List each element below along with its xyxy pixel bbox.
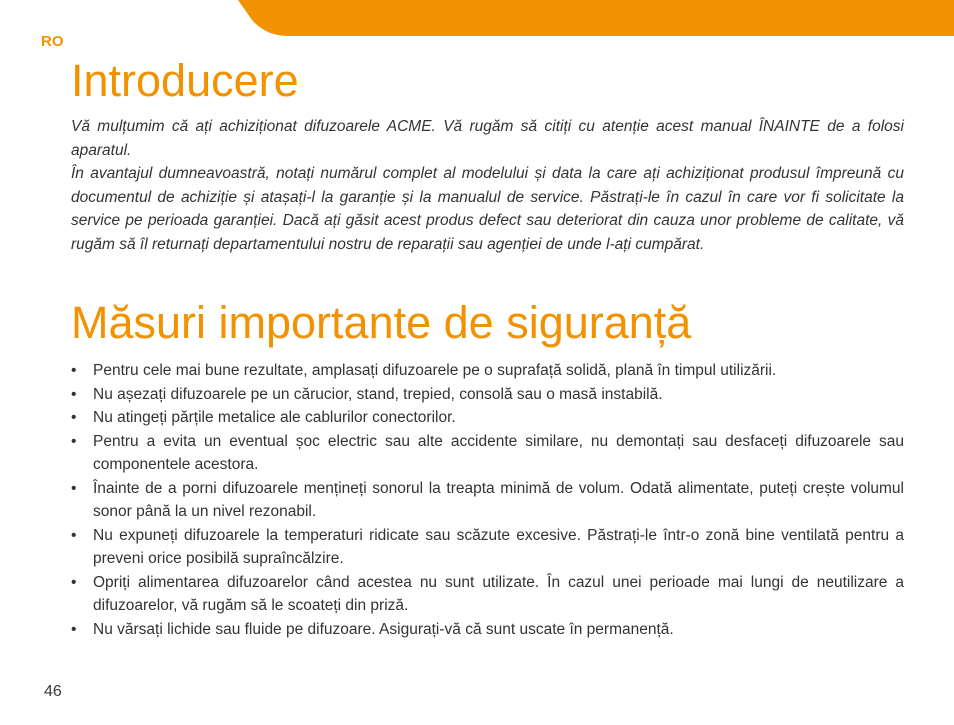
list-item-text: Pentru cele mai bune rezultate, amplasați difuzoarele pe o suprafață solidă, plană în timpul utilizării. xyxy=(93,362,777,379)
header-accent-shape xyxy=(238,0,954,36)
bullet-icon: • xyxy=(71,526,77,544)
list-item-text: Nu expuneți difuzoarele la temperaturi ridicate sau scăzute excesive. Păstrați-le într-o zonă bine ventilată pentru a preveni orice posibilă supraîncălzire. xyxy=(93,526,904,567)
introduction-paragraph: Vă mulțumim că ați achiziționat difuzoarele ACME. Vă rugăm să citiți cu atenție acest manual ÎNAINTE de a folosi aparatul. xyxy=(71,118,904,159)
bullet-icon: • xyxy=(71,479,77,497)
bullet-icon: • xyxy=(71,385,77,403)
bullet-icon: • xyxy=(71,573,77,591)
safety-list xyxy=(71,359,904,641)
bullet-icon: • xyxy=(71,362,77,379)
list-item xyxy=(71,406,904,430)
list-item xyxy=(71,571,904,618)
header-accent-band xyxy=(238,0,954,36)
language-tag: RO xyxy=(41,33,64,50)
list-item-text: Opriți alimentarea difuzoarelor când acestea nu sunt utilizate. În cazul unei perioade mai lungi de neutilizare a difuzoarelor, vă rugăm să le scoateți din priză. xyxy=(93,573,904,614)
safety-title: Măsuri importante de siguranță xyxy=(71,297,692,348)
introduction-title: Introducere xyxy=(71,55,299,106)
list-item-text: Pentru a evita un eventual șoc electric sau alte accidente similare, nu demontați sau desfaceți difuzoarele sau componentele acestora. xyxy=(93,432,904,473)
list-item-text: Nu atingeți părțile metalice ale cablurilor conectorilor. xyxy=(93,409,456,426)
list-item xyxy=(71,359,904,383)
list-item xyxy=(71,477,904,524)
page-number: 46 xyxy=(44,683,62,700)
list-item-text: Nu vărsați lichide sau fluide pe difuzoare. Asigurați-vă că sunt uscate în permanență. xyxy=(93,620,674,638)
introduction-paragraph: În avantajul dumneavoastră, notați numărul complet al modelului și data la care ați achiziționat produsul împreună cu documentul de achiziție și atașați-l la garanție și la manualul de service. Păstrați-le în cazul în care vor fi solicitate la service pe perioada garanției. Dacă ați găsit acest produs defect sau deteriorat din cauza unor probleme de calitate, vă rugăm să îl returnați departamentului nostru de reparații sau agenției de unde l-ați cumpărat. xyxy=(71,165,904,253)
bullet-icon: • xyxy=(71,620,77,638)
bullet-icon: • xyxy=(71,409,77,426)
list-item xyxy=(71,618,904,642)
list-item-text: Nu așezați difuzoarele pe un cărucior, stand, trepied, consolă sau o masă instabilă. xyxy=(93,385,663,403)
list-item xyxy=(71,430,904,477)
bullet-icon: • xyxy=(71,432,77,450)
list-item-text: Înainte de a porni difuzoarele mențineți sonorul la treapta minimă de volum. Odată alimentate, puteți crește volumul sonor până la un nivel rezonabil. xyxy=(93,479,904,520)
introduction-body xyxy=(71,115,904,256)
list-item xyxy=(71,524,904,571)
list-item xyxy=(71,383,904,407)
